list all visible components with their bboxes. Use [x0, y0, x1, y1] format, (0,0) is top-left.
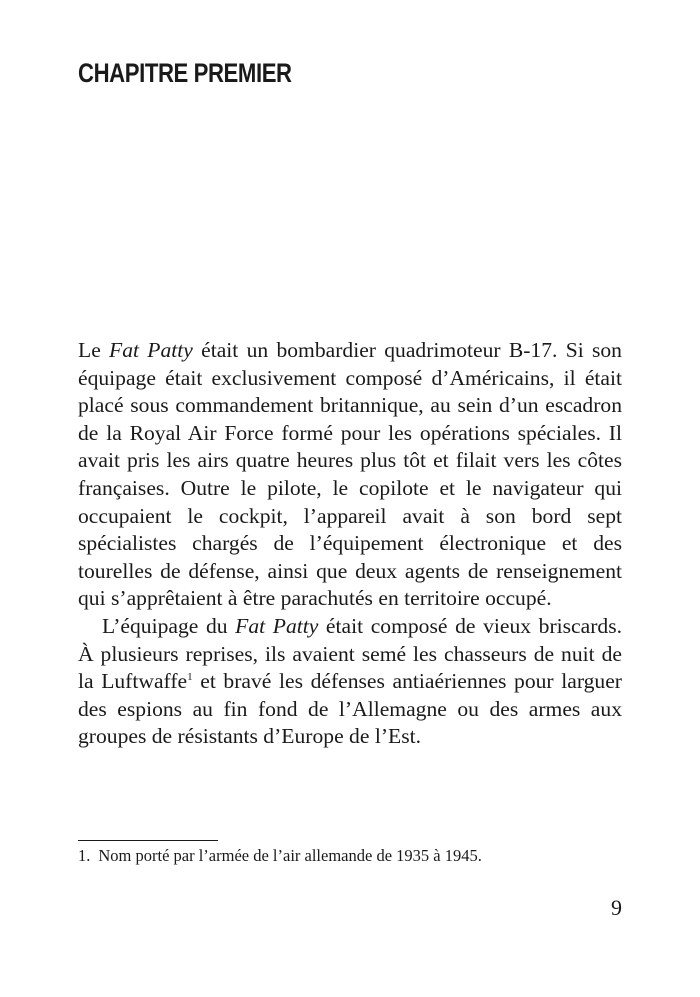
paragraph-2-middle: était composé de vieux briscards. À plusieurs reprises, ils avaient semé les chasseurs de nuit de la Luftwaffe — [78, 613, 622, 694]
footnote-reference: 1 — [187, 670, 193, 683]
aircraft-name: Fat Patty — [235, 613, 319, 638]
page-number: 9 — [611, 895, 622, 920]
body-text — [78, 337, 622, 751]
footnote — [78, 846, 482, 866]
paragraph-1-rest: était un bombardier quadrimoteur B-17. Si son équipage était exclusivement composé d’Américains, il était placé sous commandement britannique, au sein d’un escadron de la Royal Air Force formé pour les opérations spéciales. Il avait pris les airs quatre heures plus tôt et filait vers les côtes françaises. Outre le pilote, le copilote et le navigateur qui occupaient le cockpit, l’appareil avait à son bord sept spécialistes chargés de l’équipement électronique et des tourelles de défense, ainsi que deux agents de renseignement qui s’apprêtaient à être parachutés en territoire occupé. — [78, 338, 622, 611]
aircraft-name: Fat Patty — [109, 338, 193, 362]
footnote-divider — [78, 840, 218, 841]
paragraph-1 — [78, 337, 622, 613]
paragraph-2 — [78, 613, 622, 751]
paragraph-2-end: et bravé les défenses antiaériennes pour larguer des espions au fin fond de l’Allemagne ou des armes aux groupes de résistants d’Europe de l’Est. — [78, 669, 622, 749]
footnote-text: Nom porté par l’armée de l’air allemande de 1935 à 1945. — [98, 846, 482, 865]
paragraph-1-start: Le — [78, 338, 110, 362]
paragraph-2-start: L’équipage du — [102, 613, 236, 638]
footnote-number: 1. — [78, 846, 91, 865]
chapter-title: CHAPITRE PREMIER — [78, 58, 292, 88]
